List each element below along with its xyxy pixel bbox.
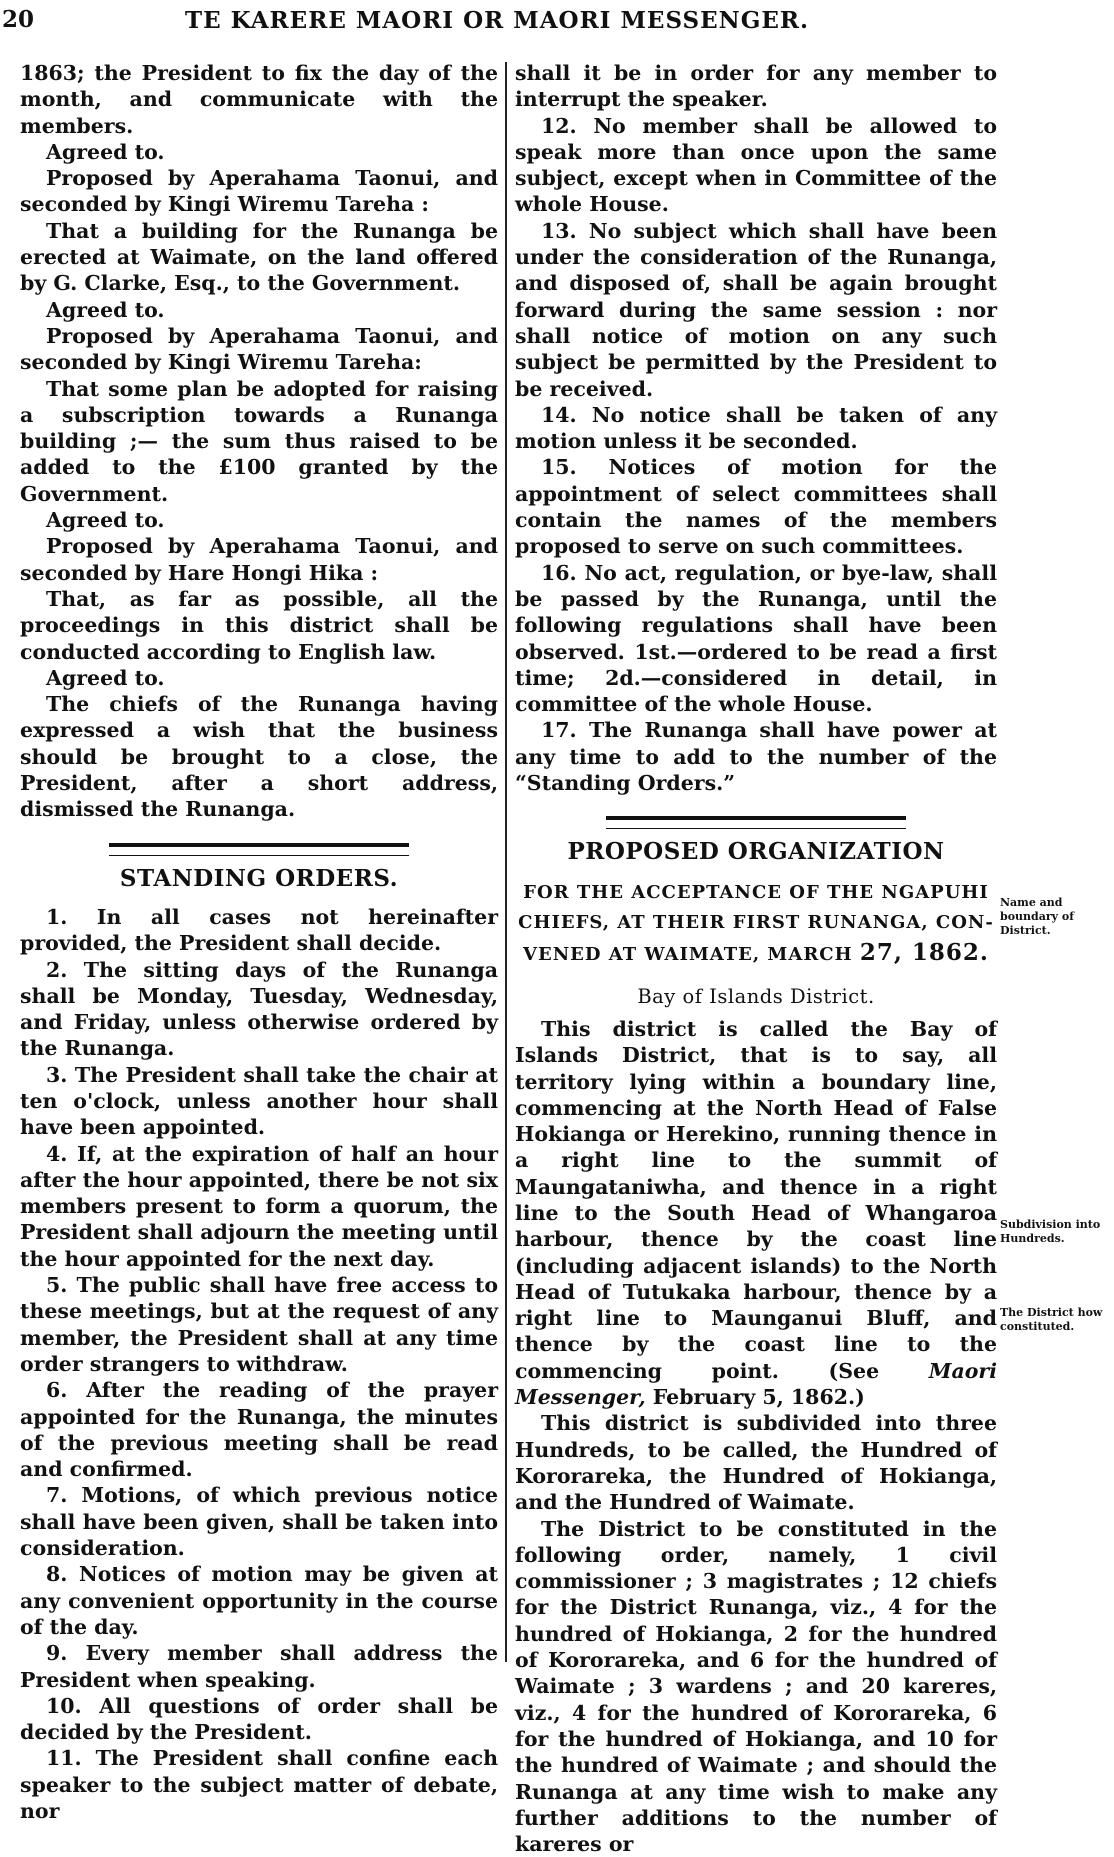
standing-order: 13. No subject which shall have been under the consideration of the Runanga, and disposed of, shall be again brought forward during the same session : nor shall notice of motion on any such subject be permitted by the President to be received. <box>515 218 997 401</box>
paragraph: That a building for the Runanga be erected at Waimate, on the land offered by G. Clarke, Esq., to the Government. <box>20 218 498 296</box>
paragraph: That some plan be adopted for raising a subscription towards a Runanga building ;— the sum thus raised to be added to the £100 granted by the Government. <box>20 376 498 506</box>
section-rule <box>606 816 906 829</box>
subtitle-line: FOR THE ACCEPTANCE OF THE NGAPUHI <box>523 881 989 903</box>
paragraph-text: February 5, 1862.) <box>645 1385 865 1410</box>
standing-order: 7. Motions, of which previous notice shall have been given, shall be taken into consideration. <box>20 1483 498 1561</box>
standing-order: 15. Notices of motion for the appointment of select committees shall contain the names of the members proposed to serve on such committees. <box>515 455 997 559</box>
reference-title: Maori Messenger, <box>515 1358 997 1410</box>
sidenote-subdivision: Subdivision into Hundreds. <box>1000 1218 1101 1245</box>
standing-order: 10. All questions of order shall be decided by the President. <box>20 1693 498 1745</box>
agreed-line: Agreed to. <box>46 139 165 164</box>
subtitle-line <box>515 938 997 970</box>
standing-order: 3. The President shall take the chair at ten o'clock, unless another hour shall have been appointed. <box>20 1062 498 1140</box>
standing-order: 12. No member shall be allowed to speak more than once upon the same subject, except when in Committee of the whole House. <box>515 113 997 217</box>
paragraph: The chiefs of the Runanga having expressed a wish that the business should be brought to a close, the President, after a short address, dismissed the Runanga. <box>20 692 498 822</box>
paragraph: 1863; the President to fix the day of the month, and communicate with the members. <box>20 61 498 138</box>
paragraph: shall it be in order for any member to interrupt the speaker. <box>515 61 997 112</box>
paragraph: Proposed by Aperahama Taonui, and seconded by Hare Hongi Hika : <box>20 534 498 585</box>
column-divider <box>505 62 507 1662</box>
sidenote-constitution: The District how constituted. <box>1000 1306 1103 1333</box>
subtitle-text: VENED AT WAIMATE, MARCH <box>523 943 853 965</box>
subtitle-line: CHIEFS, AT THEIR FIRST RUNANGA, CON- <box>518 911 994 933</box>
paragraph-text: This district is called the Bay of Islands District, that is to say, all territory lying within a boundary line, commencing at the North Head of False Hokianga or Herekino, running thence in a right line to the summit of Maungataniwha, and thence in a right line to the South Head of Whangaroa harbour, thence by the coast line (including adjacent islands) to the North Head of Tutukaka harbour, thence by a right line to Maunganui Bluff, and thence by the coast line to the commencing point. (See <box>515 1016 997 1383</box>
standing-order: 16. No act, regulation, or bye-law, shall be passed by the Runanga, until the following regulations shall have been observed. 1st.—ordered to be read a first time; 2d.—considered in detail, in committee of the whole House. <box>515 560 997 717</box>
paragraph: This district is subdivided into three Hundreds, to be called, the Hundred of Kororareka, the Hundred of Hokianga, and the Hundred of Waimate. <box>515 1411 997 1515</box>
standing-order: 4. If, at the expiration of half an hour after the hour appointed, there be not six members present to form a quorum, the President shall adjourn the meeting until the hour appointed for the next day. <box>20 1141 498 1271</box>
standing-order: 8. Notices of motion may be given at any convenient opportunity in the course of the day. <box>20 1562 498 1639</box>
standing-order: 1. In all cases not hereinafter provided, the President shall decide. <box>20 904 498 956</box>
agreed-line: Agreed to. <box>46 665 165 690</box>
proposed-organization-title: PROPOSED ORGANIZATION <box>567 838 945 866</box>
paragraph: The District to be constituted in the following order, namely, 1 civil commissioner ; 3 magistrates ; 12 chiefs for the District Runanga, viz., 4 for the hundred of Hokianga, 2 for the hundred of Kororareka, and 6 for the hundred of Waimate ; 3 wardens ; and 20 kareres, viz., 4 for the hundred of Kororareka, 6 for the hundred of Hokianga, and 10 for the hundred of Waimate ; and should the Runanga at any time wish to make any further additions to the number of kareres or <box>515 1516 997 1857</box>
agreed-line: Agreed to. <box>46 508 165 533</box>
page-number: 20 <box>2 6 35 33</box>
running-header <box>0 4 1114 44</box>
standing-orders-title: STANDING ORDERS. <box>119 864 399 892</box>
paragraph: That, as far as possible, all the proceedings in this district shall be conducted according to English law. <box>20 586 498 664</box>
standing-order: 2. The sitting days of the Runanga shall be Monday, Tuesday, Wednesday, and Friday, unless otherwise ordered by the Runanga. <box>20 957 498 1061</box>
agreed-line: Agreed to. <box>46 297 165 322</box>
paragraph <box>515 1016 997 1410</box>
district-heading: Bay of Islands District. <box>637 984 875 1008</box>
sidenote-boundary: Name and boundary of District. <box>1000 896 1074 937</box>
standing-order: 5. The public shall have free access to these meetings, but at the request of any member, the President shall at any time order strangers to withdraw. <box>20 1273 498 1376</box>
standing-order: 11. The President shall confine each speaker to the subject matter of debate, nor <box>20 1746 498 1823</box>
running-title: TE KARERE MAORI OR MAORI MESSENGER. <box>185 7 810 34</box>
section-rule <box>109 843 409 856</box>
proposed-organization-subtitle <box>515 878 997 970</box>
standing-order: 14. No notice shall be taken of any motion unless it be seconded. <box>515 402 997 454</box>
standing-order: 9. Every member shall address the President when speaking. <box>20 1641 498 1692</box>
subtitle-date: 27, 1862. <box>859 938 989 966</box>
paragraph: Proposed by Aperahama Taonui, and seconded by Kingi Wiremu Tareha : <box>20 166 498 217</box>
standing-order: 6. After the reading of the prayer appointed for the Runanga, the minutes of the previous meeting shall be read and confirmed. <box>20 1378 498 1482</box>
standing-order: 17. The Runanga shall have power at any time to add to the number of the “Standing Orders.” <box>515 718 997 796</box>
paragraph: Proposed by Aperahama Taonui, and seconded by Kingi Wiremu Tareha: <box>20 323 498 375</box>
right-column <box>515 60 997 1857</box>
left-column <box>20 60 498 1824</box>
